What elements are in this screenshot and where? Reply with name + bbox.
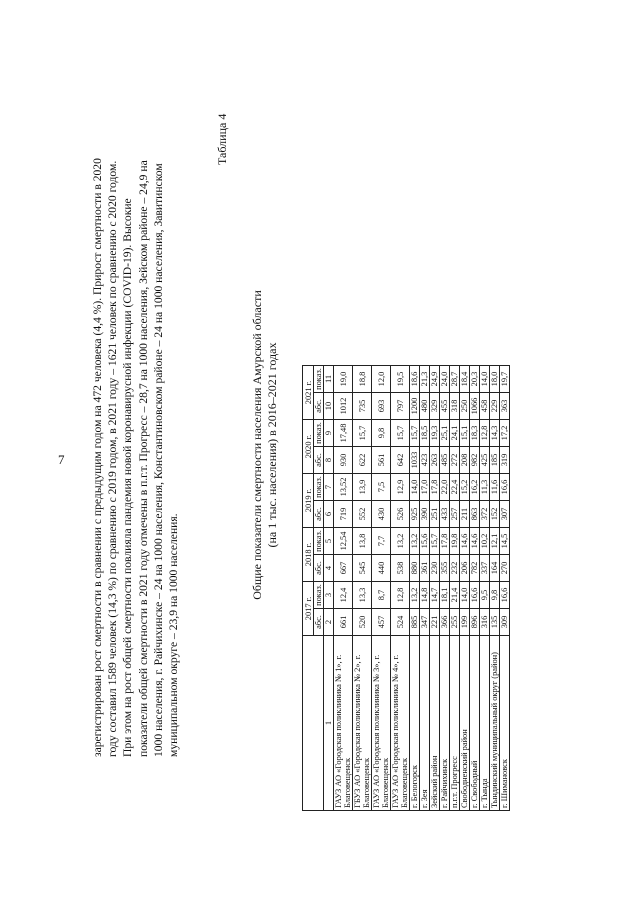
table-column-numbers bbox=[324, 366, 334, 811]
rate-value: 12,1 bbox=[490, 528, 500, 555]
abs-value: 693 bbox=[372, 393, 391, 420]
abs-value: 363 bbox=[500, 393, 510, 420]
abs-value: 337 bbox=[480, 555, 490, 582]
col-number: 5 bbox=[324, 528, 334, 555]
rate-value: 16,6 bbox=[500, 474, 510, 501]
rate-value: 12,8 bbox=[391, 582, 410, 609]
abs-value: 272 bbox=[450, 447, 460, 474]
abs-value: 229 bbox=[490, 393, 500, 420]
rate-value: 14,7 bbox=[430, 582, 440, 609]
rate-value: 12,0 bbox=[372, 366, 391, 393]
col-number: 10 bbox=[324, 393, 334, 420]
rate-value: 18,8 bbox=[353, 366, 372, 393]
rate-value: 17,0 bbox=[420, 474, 430, 501]
header-year: 2020 г. bbox=[303, 420, 314, 474]
header-year: 2018 г. bbox=[303, 528, 314, 582]
table-row bbox=[460, 366, 470, 811]
col-number: 1 bbox=[324, 636, 334, 811]
col-number: 4 bbox=[324, 555, 334, 582]
row-name: Свободненский район bbox=[460, 636, 470, 811]
rate-value: 19,5 bbox=[391, 366, 410, 393]
abs-value: 440 bbox=[372, 555, 391, 582]
abs-value: 309 bbox=[500, 609, 510, 636]
rate-value: 9,8 bbox=[490, 582, 500, 609]
rate-value: 17,48 bbox=[334, 420, 353, 447]
abs-value: 485 bbox=[440, 447, 450, 474]
rate-value: 19,3 bbox=[430, 420, 440, 447]
table-row bbox=[450, 366, 460, 811]
abs-value: 622 bbox=[353, 447, 372, 474]
rate-value: 12,54 bbox=[334, 528, 353, 555]
row-name: ГАУЗ АО «Городская поликлиника № 1», г. Благовещенск bbox=[334, 636, 353, 811]
table-row bbox=[410, 366, 420, 811]
header-rate: показ. bbox=[314, 474, 324, 501]
rate-value: 28,7 bbox=[450, 366, 460, 393]
paragraph-line: году составил 1589 человек (14,3 %) по сравнению с 2019 годом, в 2021 году – 1621 человек по сравнению с 2020 годом. bbox=[106, 160, 120, 757]
col-number: 8 bbox=[324, 447, 334, 474]
abs-value: 1200 bbox=[410, 393, 420, 420]
rate-value: 22,4 bbox=[450, 474, 460, 501]
body-paragraph bbox=[90, 92, 181, 757]
abs-value: 270 bbox=[500, 555, 510, 582]
rate-value: 16,6 bbox=[500, 582, 510, 609]
row-name: г. Тында bbox=[480, 636, 490, 811]
table-header-years bbox=[303, 366, 314, 811]
table-row bbox=[440, 366, 450, 811]
rate-value: 19,7 bbox=[500, 366, 510, 393]
rate-value: 15,6 bbox=[420, 528, 430, 555]
table-row bbox=[334, 366, 353, 811]
col-number: 11 bbox=[324, 366, 334, 393]
table-row bbox=[500, 366, 510, 811]
rate-value: 14,6 bbox=[470, 528, 480, 555]
abs-value: 1066 bbox=[470, 393, 480, 420]
rate-value: 13,2 bbox=[391, 528, 410, 555]
row-name: г. Шимановск bbox=[500, 636, 510, 811]
rate-value: 17,8 bbox=[440, 528, 450, 555]
table-row bbox=[353, 366, 372, 811]
rate-value: 10,2 bbox=[480, 528, 490, 555]
table-row bbox=[480, 366, 490, 811]
col-number: 9 bbox=[324, 420, 334, 447]
abs-value: 719 bbox=[334, 501, 353, 528]
rate-value: 14,0 bbox=[460, 582, 470, 609]
rate-value: 14,0 bbox=[480, 366, 490, 393]
rate-value: 14,8 bbox=[420, 582, 430, 609]
abs-value: 251 bbox=[430, 501, 440, 528]
rate-value: 13,9 bbox=[353, 474, 372, 501]
abs-value: 329 bbox=[430, 393, 440, 420]
header-abs: абс. bbox=[314, 555, 324, 582]
abs-value: 206 bbox=[460, 555, 470, 582]
abs-value: 455 bbox=[440, 393, 450, 420]
table-subtitle: (на 1 тыс. населения) в 2016–2021 годах bbox=[265, 342, 279, 548]
rate-value: 9,5 bbox=[480, 582, 490, 609]
abs-value: 520 bbox=[353, 609, 372, 636]
rate-value: 16,2 bbox=[470, 474, 480, 501]
table-row bbox=[430, 366, 440, 811]
col-number: 7 bbox=[324, 474, 334, 501]
rate-value: 7,5 bbox=[372, 474, 391, 501]
rate-value: 20,3 bbox=[470, 366, 480, 393]
header-year: 2019 г. bbox=[303, 474, 314, 528]
rate-value: 22,0 bbox=[440, 474, 450, 501]
table-row bbox=[470, 366, 480, 811]
table-title-block bbox=[250, 205, 280, 685]
rate-value: 24,1 bbox=[450, 420, 460, 447]
abs-value: 930 bbox=[334, 447, 353, 474]
paragraph-line: При этом на рост общей смертности повлияла пандемия новой коронавирусной инфекции (COVID-19). Высокие bbox=[121, 198, 135, 757]
table-row bbox=[391, 366, 410, 811]
abs-value: 667 bbox=[334, 555, 353, 582]
rate-value: 11,6 bbox=[490, 474, 500, 501]
row-name: г. Райчихинск bbox=[440, 636, 450, 811]
abs-value: 735 bbox=[353, 393, 372, 420]
abs-value: 355 bbox=[440, 555, 450, 582]
page-number: 7 bbox=[58, 452, 65, 467]
rate-value: 18,0 bbox=[490, 366, 500, 393]
abs-value: 526 bbox=[391, 501, 410, 528]
rate-value: 12,8 bbox=[480, 420, 490, 447]
abs-value: 457 bbox=[372, 609, 391, 636]
table-label: Таблица 4 bbox=[215, 113, 229, 165]
paragraph-line: муниципальном округе – 23,9 на 1000 населения. bbox=[167, 513, 181, 757]
col-number: 6 bbox=[324, 501, 334, 528]
rate-value: 8,7 bbox=[372, 582, 391, 609]
header-abs: абс. bbox=[314, 393, 324, 420]
row-name: Тындинский муниципальный округ (район) bbox=[490, 636, 500, 811]
row-name: ГАУЗ АО «Городская поликлиника № 3», г. Благовещенск bbox=[372, 636, 391, 811]
abs-value: 199 bbox=[460, 609, 470, 636]
header-rate: показ. bbox=[314, 528, 324, 555]
abs-value: 185 bbox=[490, 447, 500, 474]
rate-value: 15,7 bbox=[353, 420, 372, 447]
abs-value: 263 bbox=[430, 447, 440, 474]
abs-value: 361 bbox=[420, 555, 430, 582]
abs-value: 347 bbox=[420, 609, 430, 636]
header-name-cell bbox=[303, 636, 324, 811]
table-row bbox=[372, 366, 391, 811]
abs-value: 390 bbox=[420, 501, 430, 528]
abs-value: 896 bbox=[470, 609, 480, 636]
rate-value: 12,4 bbox=[334, 582, 353, 609]
col-number: 3 bbox=[324, 582, 334, 609]
abs-value: 1033 bbox=[410, 447, 420, 474]
rate-value: 14,6 bbox=[460, 528, 470, 555]
row-name: г. Белогорск bbox=[410, 636, 420, 811]
rate-value: 19,8 bbox=[450, 528, 460, 555]
abs-value: 318 bbox=[450, 393, 460, 420]
row-name: п.г.т. Прогресс bbox=[450, 636, 460, 811]
rate-value: 12,9 bbox=[391, 474, 410, 501]
header-rate: показ. bbox=[314, 366, 324, 393]
abs-value: 307 bbox=[500, 501, 510, 528]
row-name: г. Свободный bbox=[470, 636, 480, 811]
abs-value: 366 bbox=[440, 609, 450, 636]
abs-value: 230 bbox=[430, 555, 440, 582]
rate-value: 18,6 bbox=[410, 366, 420, 393]
header-abs: абс. bbox=[314, 501, 324, 528]
rate-value: 15,7 bbox=[410, 420, 420, 447]
rate-value: 25,1 bbox=[440, 420, 450, 447]
rate-value: 21,4 bbox=[450, 582, 460, 609]
table-row bbox=[420, 366, 430, 811]
abs-value: 423 bbox=[420, 447, 430, 474]
paragraph-line: показатели общей смертности в 2021 году отмечены в п.г.т. Прогресс – 28,7 на 1000 населения, Зейском районе – 24,9 на bbox=[136, 160, 150, 757]
abs-value: 250 bbox=[460, 393, 470, 420]
abs-value: 552 bbox=[353, 501, 372, 528]
abs-value: 135 bbox=[490, 609, 500, 636]
abs-value: 885 bbox=[410, 609, 420, 636]
abs-value: 863 bbox=[470, 501, 480, 528]
abs-value: 458 bbox=[480, 393, 490, 420]
abs-value: 372 bbox=[480, 501, 490, 528]
col-number: 2 bbox=[324, 609, 334, 636]
row-name: ГАУЗ АО «Городская поликлиника № 4», г. Благовещенск bbox=[391, 636, 410, 811]
abs-value: 480 bbox=[420, 393, 430, 420]
rate-value: 24,9 bbox=[430, 366, 440, 393]
rate-value: 17,2 bbox=[500, 420, 510, 447]
rate-value: 18,1 bbox=[440, 582, 450, 609]
header-abs: абс. bbox=[314, 447, 324, 474]
abs-value: 430 bbox=[372, 501, 391, 528]
abs-value: 164 bbox=[490, 555, 500, 582]
header-rate: показ. bbox=[314, 420, 324, 447]
rate-value: 13,52 bbox=[334, 474, 353, 501]
abs-value: 925 bbox=[410, 501, 420, 528]
table-title: Общие показатели смертности населения Амурской области bbox=[250, 290, 264, 600]
abs-value: 782 bbox=[470, 555, 480, 582]
rate-value: 13,3 bbox=[353, 582, 372, 609]
header-abs: абс. bbox=[314, 609, 324, 636]
header-rate: показ. bbox=[314, 582, 324, 609]
row-name: ГБУЗ АО «Городская поликлиника № 2», г. Благовещенск bbox=[353, 636, 372, 811]
rate-value: 21,3 bbox=[420, 366, 430, 393]
rate-value: 13,8 bbox=[353, 528, 372, 555]
rate-value: 19,0 bbox=[334, 366, 353, 393]
rate-value: 14,5 bbox=[500, 528, 510, 555]
paragraph-line: зарегистрирован рост смертности в сравнении с предыдущим годом на 472 человека (4,4 %). Прирост смертности в 2020 bbox=[91, 158, 104, 757]
abs-value: 661 bbox=[334, 609, 353, 636]
abs-value: 982 bbox=[470, 447, 480, 474]
abs-value: 880 bbox=[410, 555, 420, 582]
abs-value: 524 bbox=[391, 609, 410, 636]
rate-value: 18,4 bbox=[460, 366, 470, 393]
abs-value: 316 bbox=[480, 609, 490, 636]
header-year: 2017 г. bbox=[303, 582, 314, 636]
rate-value: 9,8 bbox=[372, 420, 391, 447]
rate-value: 17,8 bbox=[430, 474, 440, 501]
abs-value: 319 bbox=[500, 447, 510, 474]
rate-value: 16,6 bbox=[470, 582, 480, 609]
rate-value: 24,0 bbox=[440, 366, 450, 393]
table-body bbox=[334, 366, 510, 811]
abs-value: 208 bbox=[460, 447, 470, 474]
rate-value: 18,3 bbox=[470, 420, 480, 447]
rate-value: 15,7 bbox=[391, 420, 410, 447]
abs-value: 257 bbox=[450, 501, 460, 528]
abs-value: 232 bbox=[450, 555, 460, 582]
abs-value: 545 bbox=[353, 555, 372, 582]
rate-value: 11,3 bbox=[480, 474, 490, 501]
abs-value: 255 bbox=[450, 609, 460, 636]
paragraph-line: 1000 населения, г. Райчихинске – 24 на 1000 населения, Константиновском районе – 24 на 1000 населения, Завитинском bbox=[151, 163, 165, 757]
abs-value: 221 bbox=[430, 609, 440, 636]
header-year: 2021 г. bbox=[303, 366, 314, 420]
abs-value: 538 bbox=[391, 555, 410, 582]
rate-value: 7,7 bbox=[372, 528, 391, 555]
row-name: г. Зея bbox=[420, 636, 430, 811]
mortality-table bbox=[302, 365, 510, 811]
abs-value: 211 bbox=[460, 501, 470, 528]
abs-value: 152 bbox=[490, 501, 500, 528]
rate-value: 18,5 bbox=[420, 420, 430, 447]
rate-value: 15,2 bbox=[460, 474, 470, 501]
row-name: Зейский район bbox=[430, 636, 440, 811]
rate-value: 14,3 bbox=[490, 420, 500, 447]
rate-value: 13,2 bbox=[410, 528, 420, 555]
abs-value: 425 bbox=[480, 447, 490, 474]
table-row bbox=[490, 366, 500, 811]
abs-value: 642 bbox=[391, 447, 410, 474]
abs-value: 561 bbox=[372, 447, 391, 474]
rate-value: 13,2 bbox=[410, 582, 420, 609]
abs-value: 797 bbox=[391, 393, 410, 420]
abs-value: 433 bbox=[440, 501, 450, 528]
rate-value: 14,0 bbox=[410, 474, 420, 501]
rate-value: 15,7 bbox=[430, 528, 440, 555]
abs-value: 1012 bbox=[334, 393, 353, 420]
rate-value: 15,1 bbox=[460, 420, 470, 447]
